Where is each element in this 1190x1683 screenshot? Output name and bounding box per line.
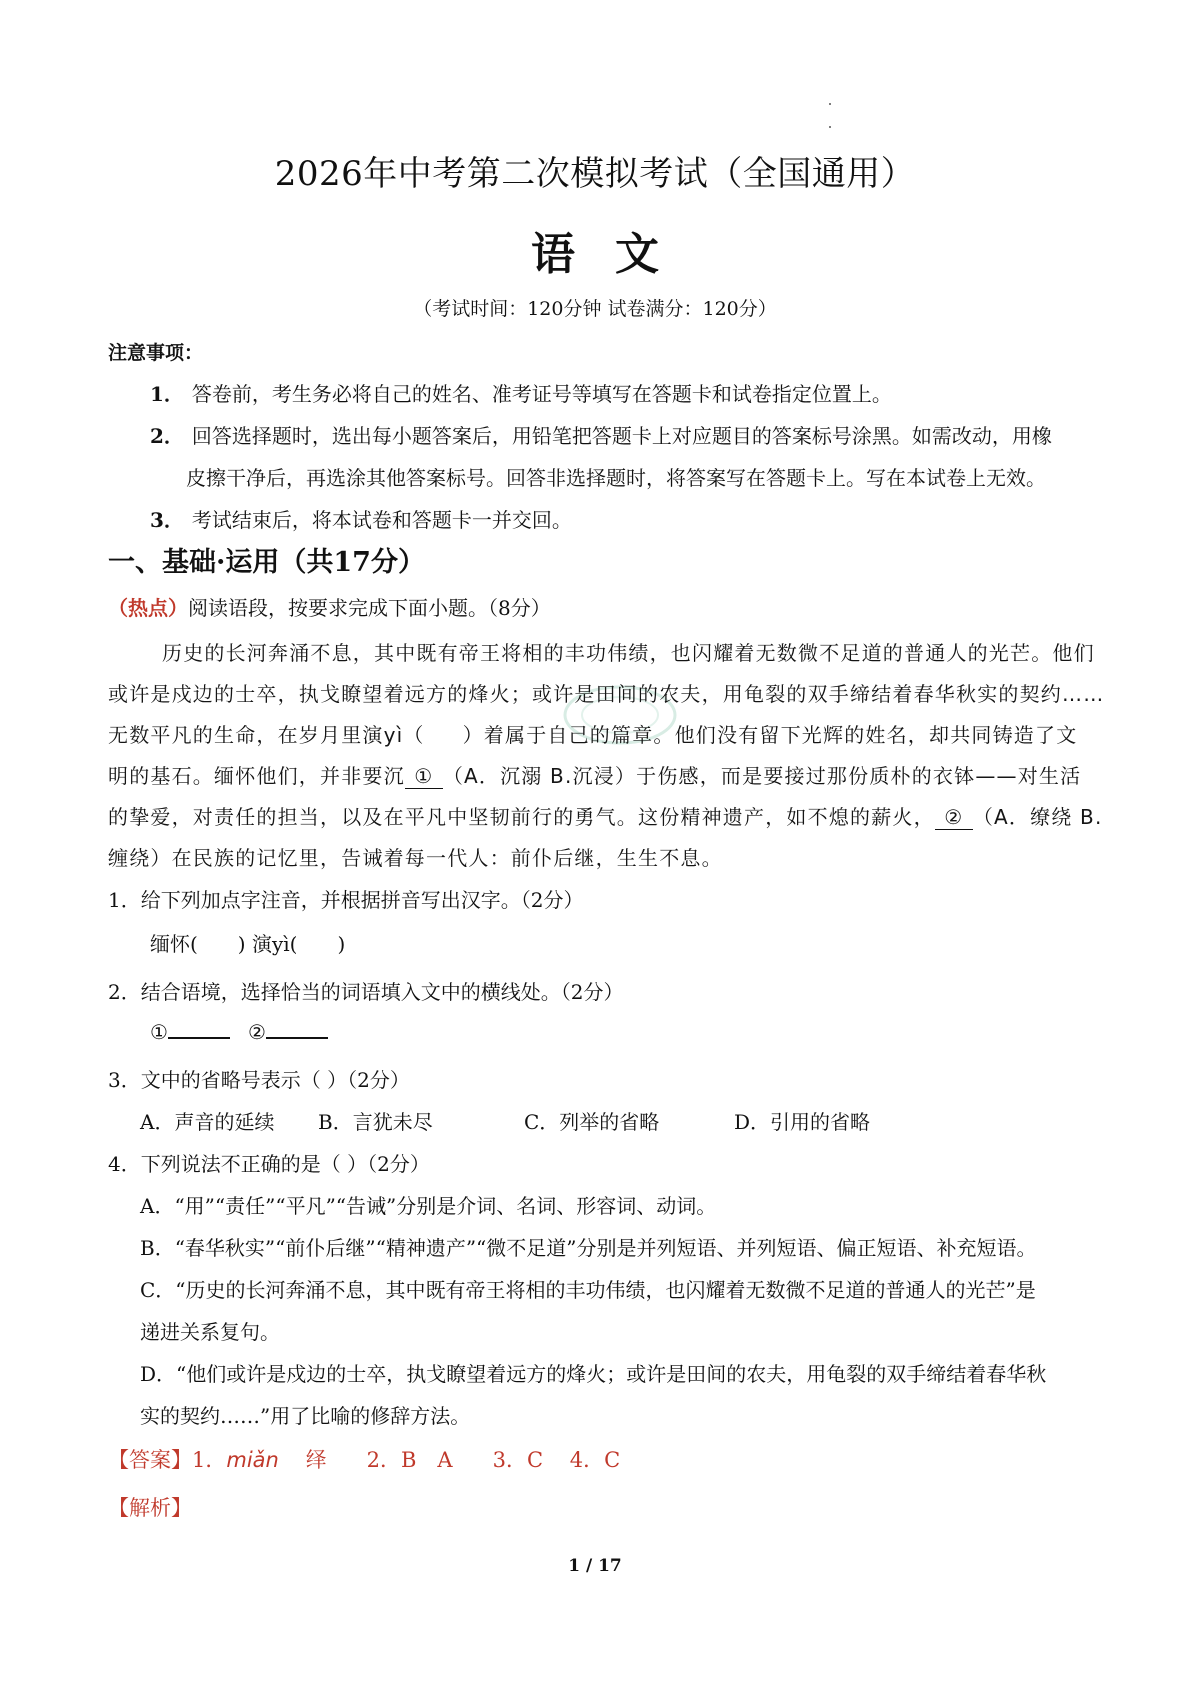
question-3: [108, 1064, 410, 1093]
answer-tag: 【答案】: [108, 1448, 192, 1472]
question-stem: 结合语境，选择恰当的词语填入文中的横线处。（2分）: [140, 980, 624, 1004]
question-2-sub: [150, 1020, 346, 1044]
section-title: 一、基础·运用（共17分）: [108, 547, 425, 578]
passage-text: 的挚爱，对责任的担当，以及在平凡中坚韧前行的勇气。这份精神遗产，如不熄的薪火，: [108, 805, 935, 829]
option: D．引用的省略: [734, 1110, 871, 1134]
answer-slot-label: ①: [150, 1020, 168, 1044]
blank-2: ②: [935, 805, 973, 830]
intro-text: 阅读语段，按要求完成下面小题。（8分）: [188, 596, 551, 620]
option: C．“历史的长河奔涌不息，其中既有帝王将相的丰功伟绩，也闪耀着无数微不足道的普通人的光芒”是: [140, 1278, 1036, 1302]
notice-num: 3．: [150, 508, 184, 532]
passage-text: ）着属于自己的篇章。他们没有留下光辉的姓名，却共同铸造了文: [462, 723, 1078, 747]
notice-text: 答卷前，考生务必将自己的姓名、准考证号等填写在答题卡和试卷指定位置上。: [191, 382, 892, 406]
dot-mark: [829, 103, 831, 105]
question-4: [108, 1148, 430, 1177]
page-number: 1 / 17: [568, 1556, 622, 1576]
question-1: [108, 884, 583, 913]
exam-info: （考试时间：120分钟 试卷满分：120分）: [413, 298, 777, 320]
answer-slot-label: ②: [247, 1020, 266, 1044]
question-stem: 文中的省略号表示（ ）（2分）: [140, 1068, 410, 1092]
option-continued: 实的契约……”用了比喻的修辞方法。: [140, 1404, 471, 1428]
notice-item-continued: 皮擦干净后，再选涂其他答案标号。回答非选择题时，将答案写在答题卡上。写在本试卷上无效。: [186, 466, 1046, 490]
answer-4: 4．C: [569, 1448, 621, 1472]
passage-text: （A．缭绕 B.: [972, 805, 1103, 829]
option: B．言犹未尽: [318, 1110, 433, 1134]
answer-line: [266, 1021, 328, 1039]
passage-line: 缠绕）在民族的记忆里，告诫着每一代人：前仆后继，生生不息。: [108, 846, 723, 870]
question-1-sub: 缅怀( ) 演yì( ): [150, 932, 346, 956]
notice-item: [150, 420, 1052, 449]
notice-num: 1．: [150, 382, 184, 406]
passage-line: 历史的长河奔涌不息，其中既有帝王将相的丰功伟绩，也闪耀着无数微不足道的普通人的光芒。他们: [162, 641, 1095, 665]
dot-mark: [829, 126, 831, 128]
blank-1: ①: [405, 764, 443, 789]
answer-line: [108, 1444, 620, 1474]
notice-num: 2．: [150, 424, 184, 448]
answer-num: 1．: [192, 1448, 227, 1472]
notice-text: 考试结束后，将本试卷和答题卡一并交回。: [191, 508, 572, 532]
option: D．“他们或许是戍边的士卒，执戈瞭望着远方的烽火；或许是田间的农夫，用龟裂的双手缔结着春华秋: [140, 1362, 1047, 1386]
question-stem: 下列说法不正确的是（ ）（2分）: [140, 1152, 430, 1176]
option: C．列举的省略: [524, 1110, 660, 1134]
answer-pinyin: miǎn: [226, 1448, 279, 1472]
answer-2: 2．B A: [366, 1448, 453, 1472]
intro-line: [108, 592, 551, 621]
question-2: [108, 976, 623, 1005]
notice-item: [150, 378, 892, 407]
page-title: 2026年中考第二次模拟考试（全国通用）: [274, 154, 916, 194]
option: A．“用”“责任”“平凡”“告诫”分别是介词、名词、形容词、动词。: [140, 1194, 717, 1218]
passage-line: [108, 760, 1081, 789]
answer-char: 绎: [305, 1448, 327, 1472]
passage-text: （A．沉溺 B.沉浸）于伤感，而是要接过那份质朴的衣钵——对生活: [442, 764, 1082, 788]
option: B．“春华秋实”“前仆后继”“精神遗产”“微不足道”分别是并列短语、并列短语、偏正短语、补充短语。: [140, 1236, 1037, 1260]
notice-item: [150, 504, 572, 533]
analysis-tag: 【解析】: [108, 1496, 192, 1520]
passage-text: 明的基石。缅怀他们，并非要沉: [108, 764, 405, 788]
question-stem: 给下列加点字注音，并根据拼音写出汉字。（2分）: [140, 888, 584, 912]
option-continued: 递进关系复句。: [140, 1320, 280, 1344]
answer-3: 3．C: [492, 1448, 544, 1472]
subject-title: 语文: [531, 229, 699, 280]
question-num: 3．: [108, 1068, 141, 1092]
passage-text: 无数平凡的生命，在岁月里演yì（: [108, 723, 425, 747]
question-num: 4．: [108, 1152, 141, 1176]
passage-line: [108, 719, 1077, 748]
hot-tag: （热点）: [108, 596, 188, 620]
passage-line: [108, 801, 1103, 830]
question-num: 1．: [108, 888, 141, 912]
question-num: 2．: [108, 980, 141, 1004]
answer-line: [168, 1021, 230, 1039]
option: A．声音的延续: [140, 1110, 275, 1134]
passage-line: 或许是戍边的士卒，执戈瞭望着远方的烽火；或许是田间的农夫，用龟裂的双手缔结着春华秋实的契约……: [108, 682, 1105, 706]
notice-heading: 注意事项：: [108, 342, 204, 364]
notice-text: 回答选择题时，选出每小题答案后，用铅笔把答题卡上对应题目的答案标号涂黑。如需改动，用橡: [191, 424, 1052, 448]
